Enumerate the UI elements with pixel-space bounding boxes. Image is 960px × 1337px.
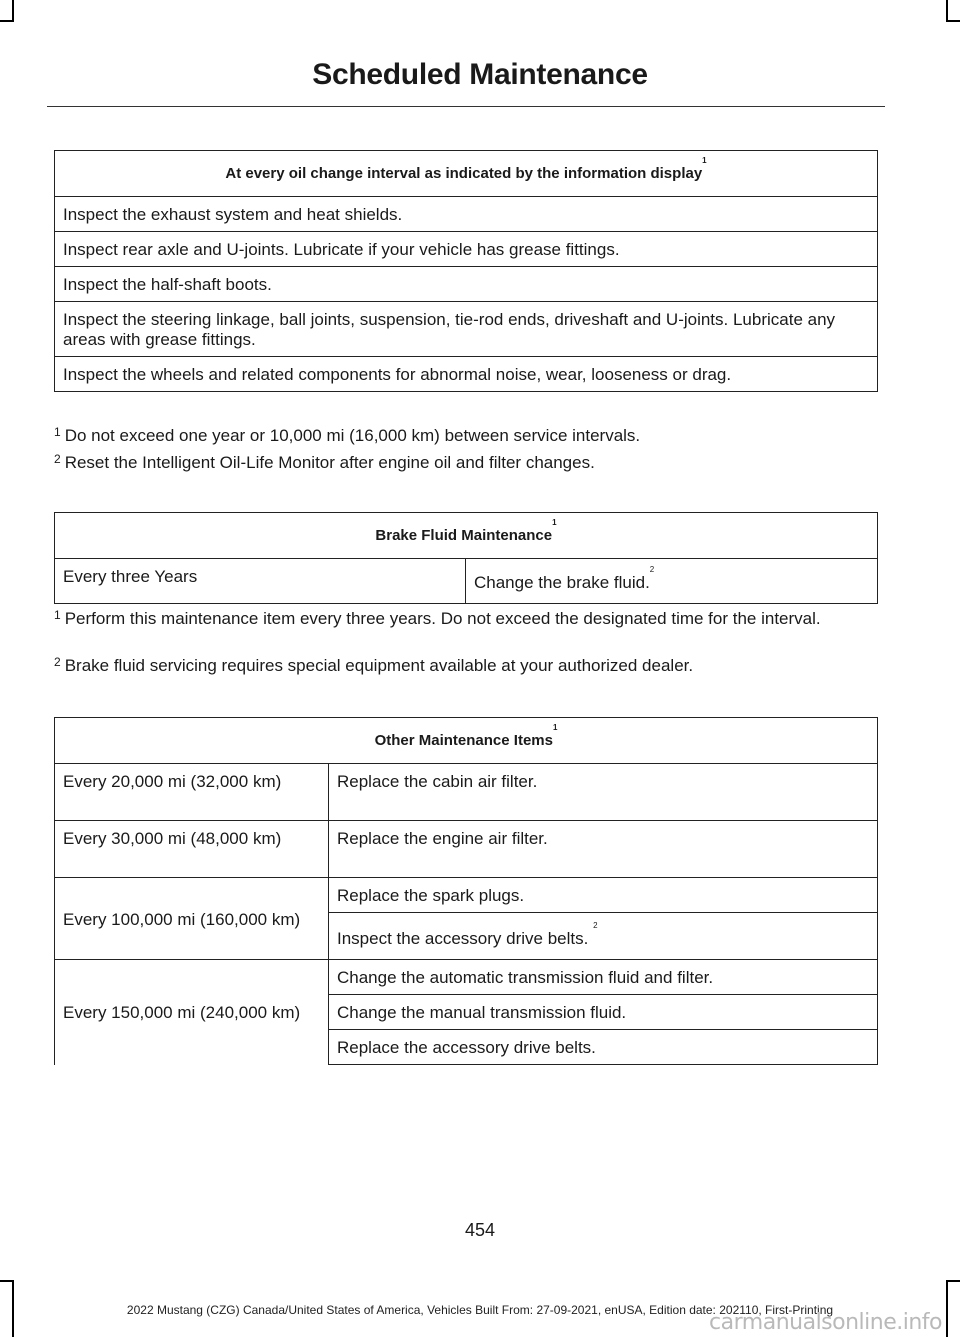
table-cell: Inspect the steering linkage, ball joints, suspension, tie-rod ends, driveshaft and U-joints. Lubricate any areas with grease fittings. [55, 302, 878, 357]
action-cell: Replace the engine air filter. [329, 821, 878, 878]
table-row [55, 197, 878, 232]
interval-cell: Every 150,000 mi (240,000 km) [55, 960, 329, 1065]
action-cell: Replace the accessory drive belts. [329, 1030, 878, 1065]
table-row [55, 267, 878, 302]
footnote-ref: 1 [552, 517, 557, 527]
interval-cell: Every 100,000 mi (160,000 km) [55, 878, 329, 960]
action-cell: Change the manual transmission fluid. [329, 995, 878, 1030]
footnote-ref: 1 [552, 722, 558, 732]
table-row [55, 357, 878, 392]
footnote-ref: 1 [702, 155, 707, 165]
crop-mark-bottom-right [946, 1280, 960, 1282]
page-title: Scheduled Maintenance [312, 58, 648, 91]
crop-mark-top-left [12, 0, 14, 22]
footnote-ref: 2 [649, 565, 655, 574]
interval-cell: Every 30,000 mi (48,000 km) [55, 821, 329, 878]
table-row [55, 232, 878, 267]
crop-mark-bottom-left [0, 1280, 14, 1282]
brake-fluid-table [54, 512, 878, 604]
table-row [55, 559, 878, 604]
footer-edition-text: 2022 Mustang (CZG) Canada/United States of America, Vehicles Built From: 27-09-2021, enUSA, Edition date: 202110, First-Printing [126, 1303, 834, 1317]
action-cell: Replace the spark plugs. [329, 878, 878, 913]
oil-table-heading: At every oil change interval as indicated by the information display$^1$ [55, 151, 878, 197]
other-table-heading: Other Maintenance Items$^1$ [55, 718, 878, 764]
table-cell: Inspect the wheels and related components for abnormal noise, wear, looseness or drag. [55, 357, 878, 392]
crop-mark-top-right [946, 0, 948, 22]
table-cell: Inspect the half-shaft boots. [55, 267, 878, 302]
crop-mark-top-left [0, 20, 14, 22]
table-row [55, 302, 878, 357]
footnote: $^1$ Do not exceed one year or 10,000 mi (16,000 km) between service intervals. [54, 425, 641, 445]
footnote: $^1$ Perform this maintenance item every three years. Do not exceed the designated time for the interval. [54, 608, 821, 628]
table-row [55, 764, 878, 821]
watermark: carmanualsonline.info [709, 1310, 942, 1335]
action-cell: Change the automatic transmission fluid and filter. [329, 960, 878, 995]
crop-mark-top-right [946, 20, 960, 22]
oil-change-table [54, 150, 878, 392]
interval-cell: Every 20,000 mi (32,000 km) [55, 764, 329, 821]
action-cell: Replace the cabin air filter. [329, 764, 878, 821]
table-row [55, 960, 878, 995]
brake-table-heading: Brake Fluid Maintenance$^1$ [55, 513, 878, 559]
table-row [55, 878, 878, 913]
page-number: 454 [464, 1220, 496, 1240]
footnote-ref: 2 [593, 921, 598, 930]
action-cell: Change the brake fluid.$^2$ [466, 559, 878, 604]
footnote: $^2$ Brake fluid servicing requires special equipment available at your authorized dealer. [54, 655, 694, 675]
action-cell: Inspect the accessory drive belts. $^2$ [329, 913, 878, 960]
table-cell: Inspect the exhaust system and heat shields. [55, 197, 878, 232]
footnote: $^2$ Reset the Intelligent Oil-Life Monitor after engine oil and filter changes. [54, 452, 595, 472]
other-maintenance-table [54, 717, 878, 1065]
table-row [55, 821, 878, 878]
title-divider [47, 106, 885, 107]
table-cell: Inspect rear axle and U-joints. Lubricate if your vehicle has grease fittings. [55, 232, 878, 267]
interval-cell: Every three Years [55, 559, 466, 604]
